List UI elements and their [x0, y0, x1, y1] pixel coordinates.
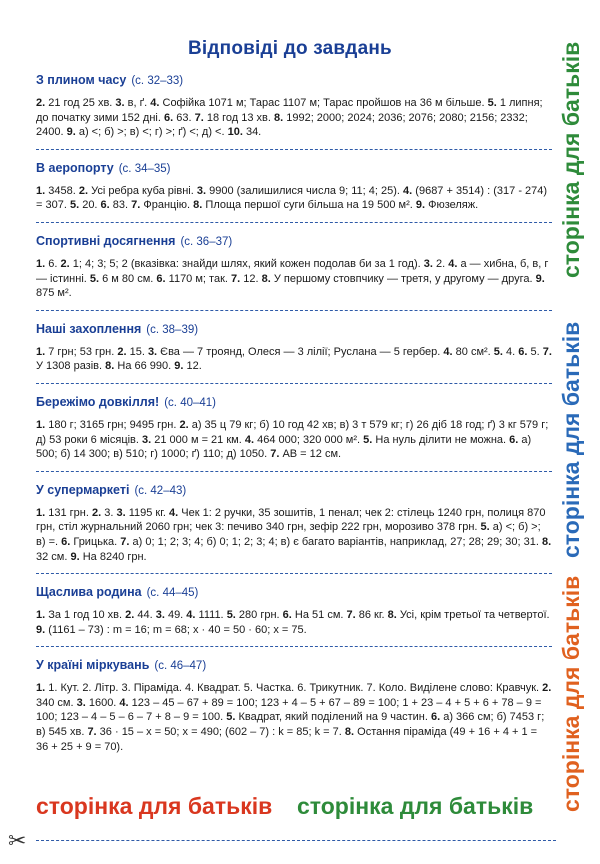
answer-text: 4. — [502, 345, 519, 358]
answer-text: 123 – 45 – 67 + 89 = 100; 123 + 4 – 5 + 67 – 89 = 100; 1 + 23 – 4 + 5 + 6 + 78 – 9 = 100; 123 – 4 – 5 – 6 – 7 + 8 – 9 = 100. — [36, 696, 542, 724]
answer-section — [36, 392, 552, 472]
side-label-green: сторінка для батьків — [558, 41, 584, 278]
section-title-text: У країні міркувань — [36, 658, 150, 673]
answer-text: 36 · 15 – x = 50; x = 490; (602 – 7) : k = 85; k = 7. — [96, 726, 345, 739]
bottom-label-green: сторінка для батьків — [297, 793, 534, 819]
answer-number: 8. — [105, 360, 115, 373]
answer-number: 2. — [117, 345, 127, 358]
answer-text: Усі, крім третьої та четвертої. — [396, 609, 550, 622]
answer-text: 6. — [45, 257, 61, 270]
answer-text: 12. — [240, 272, 262, 285]
answer-text: 63. — [173, 111, 195, 124]
side-label-blue: сторінка для батьків — [558, 321, 584, 558]
answer-number: 5. — [480, 521, 490, 534]
answer-text: За 1 год 10 хв. — [45, 609, 126, 622]
answer-number: 5. — [226, 711, 236, 724]
section-pages: (с. 42–43) — [134, 484, 187, 497]
answer-number: 1. — [36, 184, 46, 197]
answer-text: 49. — [164, 609, 187, 622]
answer-number: 1. — [36, 418, 46, 431]
answer-number: 6. — [509, 433, 519, 446]
answer-text: 21 000 м = 21 км. — [151, 433, 245, 446]
answer-text: 1 липня; до початку зими 152 дні. — [36, 97, 543, 124]
answer-text: а) 0; 1; 2; 3; 4; б) 0; 1; 2; 3; 4; в) є багато варіантів, наприклад, 27; 28; 29; 30; 31. — [129, 535, 542, 548]
answer-number: 9. — [66, 126, 76, 139]
answer-text: 44. — [134, 609, 156, 622]
answer-text: а) <; б) >; в) =. — [36, 521, 541, 548]
answer-number: 6. — [518, 345, 528, 358]
section-title-text: Бережімо довкілля! — [36, 394, 160, 409]
answer-number: 4. — [169, 506, 179, 519]
answer-text: 1. Кут. 2. Літр. 3. Піраміда. 4. Квадрат. 5. Частка. 6. Трикутник. 7. Коло. Виділене слово: Кравчук. — [45, 682, 543, 695]
answer-text: 34. — [242, 126, 262, 139]
answer-text: 131 грн. — [45, 506, 92, 519]
answer-number: 2. — [36, 97, 46, 109]
answer-text: AB = 12 см. — [279, 448, 342, 461]
answer-section — [36, 582, 552, 647]
answer-text: 9900 (залишилися числа 9; 11; 4; 25). — [206, 184, 404, 197]
answer-text: а) 366 см; б) 7453 г; в) 545 хв. — [36, 711, 545, 739]
answer-number: 2. — [125, 609, 135, 622]
answer-number: 4. — [150, 97, 160, 109]
answer-text: 6 м 80 см. — [99, 272, 157, 285]
answer-number: 5. — [89, 272, 100, 285]
section-answers — [36, 345, 552, 374]
answer-number: 7. — [131, 199, 141, 212]
section-title-text: В аеропорту — [36, 160, 114, 175]
answer-section — [36, 70, 552, 150]
answer-number: 7. — [270, 448, 280, 461]
answer-number: 9. — [70, 550, 80, 563]
answer-number: 2. — [179, 418, 189, 431]
answer-text: 1170 м; так. — [165, 272, 231, 285]
answer-number: 2. — [60, 257, 70, 270]
section-title-text: З плином часу — [36, 73, 127, 87]
answer-text: Єва — 7 троянд, Олеся — 3 лілії; Руслана — 5 гербер. — [157, 345, 444, 358]
answer-text: 2. — [432, 257, 449, 270]
answer-number: 4. — [403, 184, 413, 197]
answer-text: 1992; 2000; 2024; 2036; 2076; 2080; 2156; 2332; 2400. — [36, 111, 528, 139]
answer-number: 3. — [116, 506, 126, 519]
answer-text: Францію. — [140, 199, 194, 212]
answer-text: Чек 1: 2 ручки, 35 зошитів, 1 пенал; чек 2: стілець 1240 грн, полиця 870 грн, стіл журнальний 2060 грн; чек 3: печиво 340 грн, зефір 222 грн, морозиво 378 грн. — [36, 506, 546, 534]
answer-number: 3. — [76, 696, 86, 709]
section-answers — [36, 681, 552, 754]
answer-text: 464 000; 320 000 м². — [254, 433, 364, 446]
section-answers — [36, 506, 552, 564]
answer-number: 6. — [163, 111, 174, 124]
answer-text: 340 см. — [36, 696, 77, 709]
answer-number: 4. — [186, 609, 196, 622]
answer-number: 8. — [542, 535, 552, 548]
answer-number: 2. — [78, 184, 89, 197]
answer-number: 8. — [387, 609, 397, 622]
answer-number: 3. — [142, 433, 152, 446]
section-title-text: Спортивні досягнення — [36, 233, 176, 248]
answer-number: 6. — [61, 535, 71, 548]
answer-number: 3. — [147, 345, 158, 358]
answer-number: 7. — [120, 535, 130, 548]
answer-text: У 1308 разів. — [36, 360, 106, 373]
section-answers — [36, 608, 552, 637]
section-pages: (с. 40–41) — [164, 396, 216, 409]
answer-number: 8. — [261, 272, 271, 285]
answer-text: На 66 990. — [114, 360, 175, 373]
answer-text: Софійка 1071 м; Тарас 1107 м; Тарас пройшов на 36 м більше. — [159, 97, 488, 109]
answer-text: У першому стовпчику — третя, у другому — друга. — [270, 272, 536, 285]
section-title — [36, 234, 552, 248]
answer-text: Квадрат, який поділений на 9 частин. — [235, 711, 431, 724]
answer-number: 1. — [36, 345, 46, 358]
answer-number: 5. — [69, 199, 80, 212]
answer-number: 9. — [415, 199, 426, 212]
answer-number: 5. — [226, 609, 236, 622]
answer-number: 4. — [244, 433, 255, 446]
section-title — [36, 395, 552, 409]
answer-number: 5. — [487, 97, 497, 109]
section-pages: (с. 32–33) — [131, 75, 184, 87]
answer-text: 1600. — [85, 696, 120, 709]
answer-text: 32 см. — [36, 550, 71, 563]
answer-text: На нуль ділити не можна. — [372, 433, 510, 446]
answer-text: 86 кг. — [355, 609, 388, 622]
answer-text: 280 грн. — [235, 609, 283, 622]
answer-text: 12. — [183, 360, 202, 373]
section-pages: (с. 36–37) — [180, 235, 233, 248]
section-title — [36, 161, 552, 175]
answer-number: 9. — [36, 623, 46, 636]
answer-number: 10. — [227, 126, 243, 139]
answer-text: 1111. — [195, 609, 227, 622]
answer-text: 1; 4; 3; 5; 2 (вказівка: знайди шлях, який кожен подолав би за 1 год). — [69, 257, 424, 270]
section-title-text: Щаслива родина — [36, 585, 142, 600]
answer-number: 7. — [231, 272, 241, 285]
section-answers — [36, 257, 552, 301]
answer-number: 8. — [344, 726, 355, 739]
answer-text: в, ґ. — [124, 97, 151, 109]
section-pages: (с. 38–39) — [146, 323, 199, 336]
answers-content — [36, 70, 552, 771]
answer-number: 3. — [196, 184, 207, 197]
answer-number: 7. — [346, 609, 356, 622]
answer-section — [36, 480, 552, 574]
answer-text: 3458. — [45, 184, 79, 197]
answer-number: 3. — [115, 97, 125, 109]
answer-text: а) 35 ц 79 кг; б) 10 год 42 хв; в) 3 т 579 кг; г) 26 діб 18 год; ґ) 3 кг 579 г; д) 53 роки 6 місяців. — [36, 418, 549, 446]
answer-number: 4. — [119, 696, 129, 709]
answer-text: а — хибна, б, в, г — істинні. — [36, 257, 549, 285]
answer-section — [36, 655, 552, 763]
answer-text: 3. — [101, 506, 117, 519]
answer-number: 7. — [542, 345, 552, 358]
answer-number: 9. — [535, 272, 545, 285]
answer-number: 8. — [273, 111, 284, 124]
answer-number: 3. — [423, 257, 433, 270]
answer-number: 5. — [363, 433, 373, 446]
answer-text: 180 г; 3165 грн; 9495 грн. — [45, 418, 180, 431]
section-title-text: Наші захоплення — [36, 321, 142, 336]
answer-text: а) 500; б) 14 300; в) 510; г) 1000; ґ) 110; д) 1050. — [36, 433, 532, 461]
answer-number: 6. — [430, 711, 441, 724]
section-pages: (с. 46–47) — [154, 660, 207, 673]
answer-text: 20. — [79, 199, 101, 212]
section-title-text: У супермаркеті — [36, 482, 130, 497]
answer-number: 1. — [36, 257, 46, 270]
answer-number: 7. — [194, 111, 204, 124]
section-title — [36, 322, 552, 336]
answer-text: 83. — [109, 199, 132, 212]
answer-section — [36, 158, 552, 223]
answer-text: (9687 + 3514) : (317 - 274) = 307. — [36, 184, 548, 212]
answer-text: а) <; б) >; в) <; г) >; ґ) <; д) <. — [75, 126, 228, 139]
answer-number: 3. — [155, 609, 165, 622]
page-title: Відповіді до завдань — [188, 38, 392, 59]
answer-section — [36, 319, 552, 384]
answer-number: 2. — [542, 682, 552, 695]
answer-text: Грицька. — [70, 535, 121, 548]
answer-number: 1. — [36, 506, 46, 519]
answer-number: 4. — [448, 257, 458, 270]
answer-number: 8. — [193, 199, 203, 212]
answer-text: 18 год 13 хв. — [203, 111, 274, 124]
section-answers — [36, 96, 552, 140]
answer-text: Площа першої суги більша на 19 500 м². — [202, 199, 416, 212]
answer-number: 4. — [443, 345, 453, 358]
answer-text: 875 м². — [36, 287, 72, 300]
answer-text: 7 грн; 53 грн. — [45, 345, 118, 358]
answer-text: Остання піраміда (49 + 16 + 4 + 1 = 36 + 25 + 9 = 70). — [36, 726, 538, 753]
section-title — [36, 73, 552, 87]
answer-number: 5. — [493, 345, 503, 358]
scissors-icon: ✂ — [8, 828, 27, 853]
answer-text: (1161 – 73) : m = 16; m = 68; x · 40 = 50 · 60; x = 75. — [45, 623, 307, 636]
answer-text: На 51 см. — [291, 609, 347, 622]
answer-text: 21 год 25 хв. — [45, 97, 116, 109]
answer-section — [36, 231, 552, 311]
section-title — [36, 483, 552, 497]
answer-number: 1. — [36, 609, 46, 622]
answer-number: 9. — [174, 360, 184, 373]
answer-number: 1. — [36, 682, 46, 695]
side-label-red: сторінка для батьків — [558, 575, 584, 812]
section-pages: (с. 44–45) — [146, 587, 199, 600]
answer-text: 15. — [126, 345, 148, 358]
answer-number: 7. — [87, 726, 97, 739]
answer-text: 1195 кг. — [125, 506, 170, 519]
section-title — [36, 585, 552, 599]
bottom-dashed-divider — [36, 840, 556, 841]
answer-number: 6. — [100, 199, 110, 212]
answer-number: 6. — [156, 272, 166, 285]
section-answers — [36, 418, 552, 462]
answer-text: 5. — [527, 345, 543, 358]
section-title — [36, 658, 552, 672]
answer-number: 2. — [91, 506, 102, 519]
bottom-label-red: сторінка для батьків — [36, 793, 273, 819]
answer-text: Фюзеляж. — [425, 199, 479, 212]
section-answers — [36, 184, 552, 213]
answer-number: 6. — [282, 609, 292, 622]
section-pages: (с. 34–35) — [118, 162, 171, 175]
answer-text: Усі ребра куба рівні. — [88, 184, 197, 197]
answer-text: На 8240 грн. — [79, 550, 147, 563]
answer-text: 80 см². — [452, 345, 494, 358]
